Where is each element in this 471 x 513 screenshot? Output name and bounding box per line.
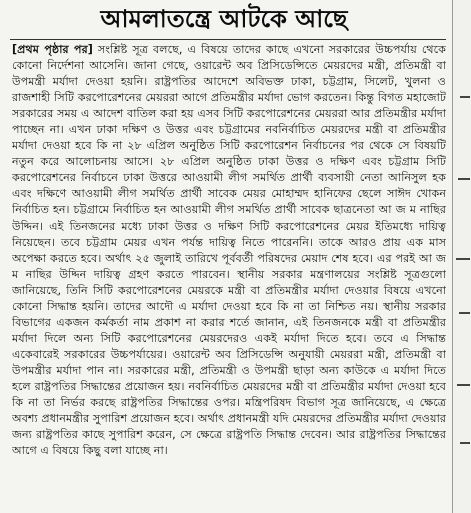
edge-mark [457,384,470,386]
article-text: সংশ্লিষ্ট সূত্র বলছে, এ বিষয়ে তাদের কাছে এখনো সরকারের উচ্চপর্যায় থেকে কোনো নির্দেশনা আসেনি। জানা গেছে, ওয়ারেন্ট অব প্রিসিডেন্সিতে মেয়রদের মন্ত্রী, প্রতিমন্ত্রী বা উপমন্ত্রী মর্যাদা দেওয়া হয়নি। রাষ্ট্রপতির আদেশে অবিভক্ত ঢাকা, চট্টগ্রাম, সিলেট, খুলনা ও রাজশাহী সিটি করপোরেশনের মেয়ররা আগে প্রতিমন্ত্রীর মর্যাদা ভোগ করতেন। কিন্তু বিগত মহাজোট সরকারের সময় এ আদেশ বাতিল করা হয় এসব সিটি করপোরেশনের মেয়ররা আর প্রতিমন্ত্রীর মর্যাদা পাচ্ছেন না। এখন ঢাকা দক্ষিণ ও উত্তর এবং চট্টগ্রামের নবনির্বাচিত মেয়রদের মন্ত্রী বা প্রতিমন্ত্রীর মর্যাদা দেওয়া হবে কি না ২৮ এপ্রিল অনুষ্ঠিত সিটি করপোরেশন নির্বাচনের পর থেকে সে বিষয়টি নতুন করে আলোচনায় আসে। ২৮ এপ্রিল অনুষ্ঠিত ঢাকা উত্তর ও দক্ষিণ এবং চট্টগ্রাম সিটি করপোরেশনের নির্বাচনে ঢাকা উত্তরে আওয়ামী লীগ সমর্থিত প্রার্থী ব্যবসায়ী নেতা আনিসুল হক এবং দক্ষিণে আওয়ামী লীগ সমর্থিত প্রার্থী সাবেক মেয়র মোহাম্মদ হানিফের ছেলে সাঈদ খোকন নির্বাচিত হন। চট্টগ্রামে নির্বাচিত হন আওয়ামী লীগ সমর্থিত প্রার্থী সাবেক ছাত্রনেতা আ জ ম নাছির উদ্দিন। এই তিনজনের মধ্যে ঢাকা উত্তর ও দক্ষিণ সিটি করপোরেশনের মেয়র ইতিমধ্যে দায়িত্ব নিয়েছেন। তবে চট্টগ্রাম মেয়র এখন পর্যন্ত দায়িত্ব নিতে পারেননি। তাকে আরও প্রায় এক মাস অপেক্ষা করতে হবে। অর্থাৎ ২৫ জুলাই তারিখে পূর্ববর্তী পরিষদের মেয়াদ শেষ হবে। এর পরই আ জ ম নাছির উদ্দিন দায়িত্ব গ্রহণ করতে পারবেন। স্থানীয় সরকার মন্ত্রণালয়ের সংশ্লিষ্ট সূত্রগুলো জানিয়েছে, তিনি সিটি করপোরেশনের মেয়রকে মন্ত্রী বা প্রতিমন্ত্রীর মর্যাদা দেওয়ার বিষয়ে এখনো কোনো সিদ্ধান্ত হয়নি। তাদের আদৌ এ মর্যাদা দেওয়া হবে কি না তা নিশ্চিত নয়। স্থানীয় সরকার বিভাগের একজন কর্মকর্তা নাম প্রকাশ না করার শর্তে জানান, এই তিনজনকে মন্ত্রী বা প্রতিমন্ত্রীর মর্যাদা দিলে অন্য সিটি করপোরেশনের মেয়রদেরও একই মর্যাদা দিতে হবে। তবে এ সিদ্ধান্ত একেবারেই সরকারের উচ্চপর্যায়ের। ওয়ারেন্ট অব প্রিসিডেন্সি অনুযায়ী মেয়ররা মন্ত্রী, প্রতিমন্ত্রী বা উপমন্ত্রীর মর্যাদা পান না। সরকারের মন্ত্রী, প্রতিমন্ত্রী ও উপমন্ত্রী ছাড়া অন্য কাউকে এ মর্যাদা দিতে হলে রাষ্ট্রপতির সিদ্ধান্তের প্রয়োজন হয়। নবনির্বাচিত মেয়রদের মন্ত্রী বা প্রতিমন্ত্রীর মর্যাদা দেওয়া হবে কি না তা নির্ভর করছে রাষ্ট্রপতির সিদ্ধান্তের ওপর। মন্ত্রিপরিষদ বিভাগ সূত্র জানিয়েছে, এ ক্ষেত্রে অবশ্য প্রধানমন্ত্রীর সুপারিশ প্রয়োজন হবে। অর্থাৎ প্রধানমন্ত্রী যদি মেয়রদের প্রতিমন্ত্রীর মর্যাদা দেওয়ার জন্য রাষ্ট্রপতির কাছে সুপারিশ করেন, সে ক্ষেত্রে রাষ্ট্রপতি সিদ্ধান্ত দেবেন। আর রাষ্ট্রপতির সিদ্ধান্তের আগে এ বিষয়ে কিছু বলা যাচ্ছে না। [12,43,446,458]
edge-mark [456,258,470,260]
section-tag: [প্রথম পৃষ্ঠার পর] [12,43,93,56]
edge-mark [458,178,470,180]
article-headline: আমলাতন্ত্রে আটকে আছে [100,5,348,33]
edge-mark [460,96,470,98]
edge-mark [460,442,470,444]
article-body [12,42,446,510]
adjacent-column-edge [452,0,471,513]
headline-divider [10,39,446,40]
edge-mark [459,312,470,314]
